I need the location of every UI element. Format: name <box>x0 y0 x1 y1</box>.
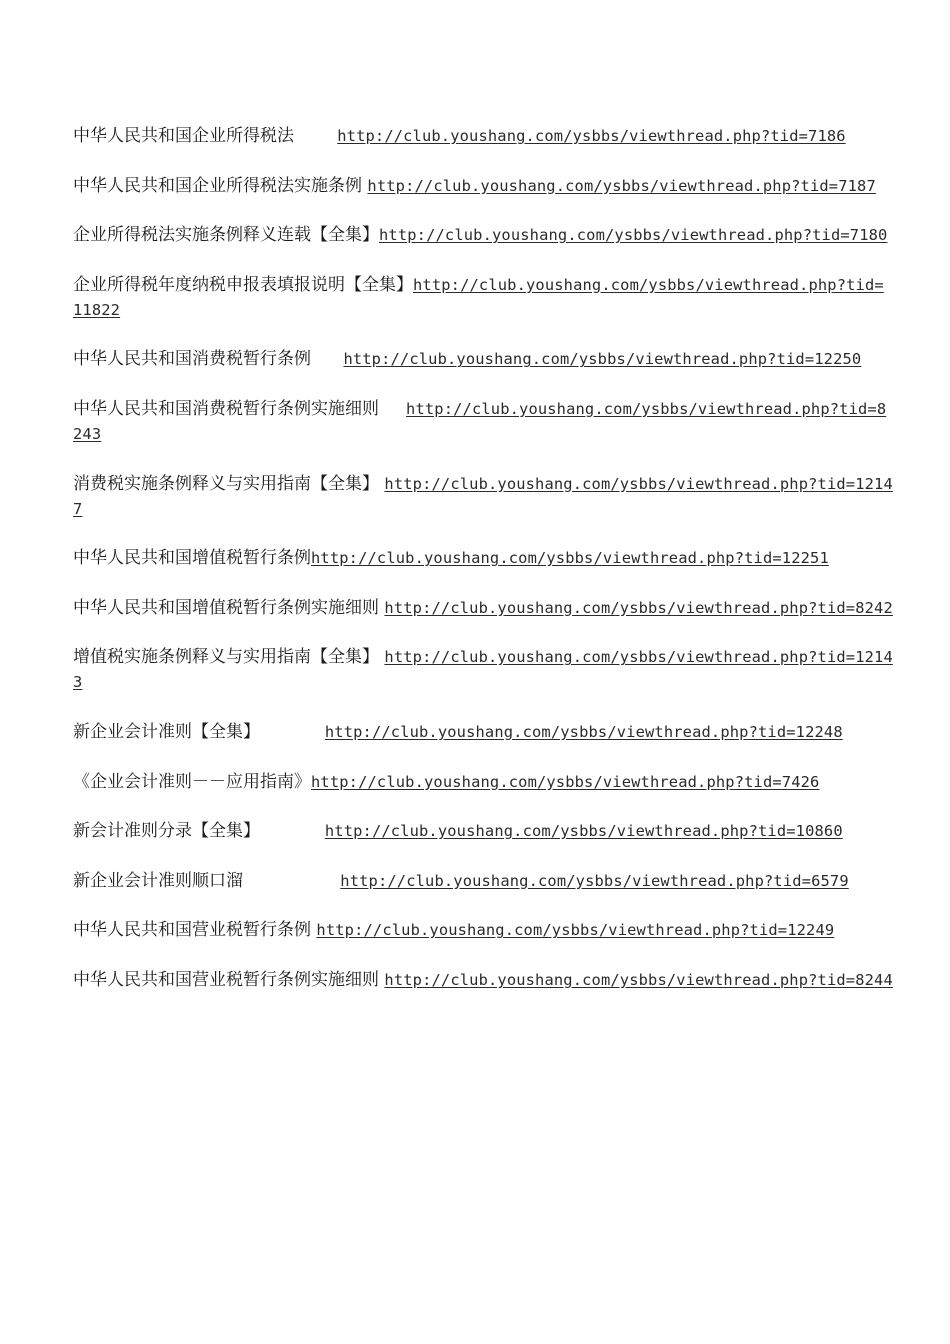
entry-item <box>73 397 893 447</box>
entry-title: 消费税实施条例释义与实用指南【全集】 <box>73 473 379 494</box>
entry-title: 新企业会计准则【全集】 <box>73 721 260 742</box>
entry-title: 中华人民共和国企业所得税法实施条例 <box>73 175 362 196</box>
entry-item <box>73 918 893 943</box>
entry-link[interactable]: http://club.youshang.com/ysbbs/viewthread.php?tid=12251 <box>311 549 829 568</box>
entry-link[interactable]: http://club.youshang.com/ysbbs/viewthread.php?tid=7187 <box>367 176 876 195</box>
entry-list <box>73 124 893 1018</box>
entry-title: 《企业会计准则－－应用指南》 <box>73 771 311 792</box>
entry-link[interactable]: http://club.youshang.com/ysbbs/viewthread.php?tid=12249 <box>316 921 835 940</box>
entry-item <box>73 968 893 993</box>
entry-title: 增值税实施条例释义与实用指南【全集】 <box>73 647 379 668</box>
entry-link[interactable]: http://club.youshang.com/ysbbs/viewthread.php?tid=7186 <box>337 127 846 145</box>
entry-title: 中华人民共和国营业税暂行条例实施细则 <box>73 969 379 990</box>
entry-spacer <box>260 821 325 841</box>
entry-spacer <box>294 126 337 146</box>
entry-item <box>73 819 893 844</box>
entry-link[interactable]: http://club.youshang.com/ysbbs/viewthread.php?tid=11822 <box>73 275 884 319</box>
entry-link[interactable]: http://club.youshang.com/ysbbs/viewthread.php?tid=8244 <box>384 970 893 989</box>
entry-item <box>73 124 893 149</box>
entry-item <box>73 546 893 571</box>
entry-item <box>73 770 893 795</box>
entry-item <box>73 347 893 372</box>
entry-item <box>73 645 893 695</box>
entry-link[interactable]: http://club.youshang.com/ysbbs/viewthread.php?tid=7180 <box>379 226 888 245</box>
entry-spacer <box>379 399 406 419</box>
entry-title: 中华人民共和国消费税暂行条例 <box>73 349 311 370</box>
entry-title: 新会计准则分录【全集】 <box>73 821 260 842</box>
entry-item <box>73 223 893 248</box>
entry-spacer <box>311 349 343 369</box>
entry-title: 新企业会计准则顺口溜 <box>73 870 243 891</box>
entry-link[interactable]: http://club.youshang.com/ysbbs/viewthread.php?tid=10860 <box>324 822 843 841</box>
entry-title: 中华人民共和国企业所得税法 <box>73 126 294 146</box>
entry-link[interactable]: http://club.youshang.com/ysbbs/viewthread.php?tid=6579 <box>340 871 849 890</box>
entry-title: 中华人民共和国营业税暂行条例 <box>73 920 311 941</box>
entry-title: 中华人民共和国增值税暂行条例 <box>73 548 311 569</box>
entry-link[interactable]: http://club.youshang.com/ysbbs/viewthread.php?tid=12250 <box>343 350 862 369</box>
entry-link[interactable]: http://club.youshang.com/ysbbs/viewthread.php?tid=12248 <box>324 722 843 741</box>
entry-title: 中华人民共和国增值税暂行条例实施细则 <box>73 597 379 618</box>
entry-item <box>73 174 893 199</box>
entry-item <box>73 596 893 621</box>
entry-title: 企业所得税法实施条例释义连载【全集】 <box>73 225 379 246</box>
entry-link[interactable]: http://club.youshang.com/ysbbs/viewthread.php?tid=8242 <box>384 598 893 617</box>
entry-item <box>73 869 893 894</box>
entry-spacer <box>243 871 340 891</box>
entry-item <box>73 472 893 522</box>
entry-link[interactable]: http://club.youshang.com/ysbbs/viewthread.php?tid=8243 <box>73 399 887 443</box>
entry-title: 中华人民共和国消费税暂行条例实施细则 <box>73 398 379 419</box>
entry-item <box>73 273 893 323</box>
entry-item <box>73 720 893 745</box>
entry-title: 企业所得税年度纳税申报表填报说明【全集】 <box>73 274 413 295</box>
entry-spacer <box>260 722 325 742</box>
entry-link[interactable]: http://club.youshang.com/ysbbs/viewthread.php?tid=12143 <box>73 648 893 692</box>
entry-link[interactable]: http://club.youshang.com/ysbbs/viewthread.php?tid=7426 <box>311 772 820 791</box>
entry-link[interactable]: http://club.youshang.com/ysbbs/viewthread.php?tid=12147 <box>73 474 893 518</box>
